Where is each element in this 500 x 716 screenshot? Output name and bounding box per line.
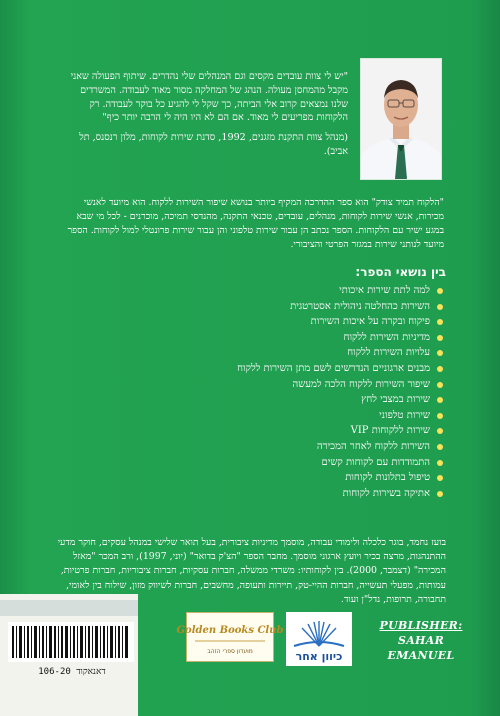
topic-item: פיקוח ובקרה על איכות השירות <box>220 314 446 330</box>
topic-item: שירות ללקוחות VIP <box>220 423 446 439</box>
publisher-label <box>366 618 476 663</box>
quote-text: "יש לי צוות עובדים מקסים וגם המנהלים שלי נהדרים. שיתוף הפעולה שאני מקבל מהמחסן מעולה. הנהג של המחלקה מסור מאוד לעבודה. המשרדים שלנו נמצאים קרוב אלי הביתה, כך שקל לי להגיע כל בוקר לעבודה. רק הלקוחות מפריעים לי מאוד. אם הם לא היו היה לי הרבה יותר כיף" <box>70 71 348 124</box>
topic-item: טיפול בתלונות לקוחות <box>220 470 446 486</box>
publisher-heading: PUBLISHER: <box>379 619 463 632</box>
author-bio: בועז נחמד, בוגר כלכלה ולימודי עבודה, מוסמך מדיניות ציבורית, בעל תואר שלישי במנהל עסקים, חוקר מדעי ההתנהגות, מרצה בכיר ויועץ ארגוני מוסמך. מחבר הספר "הצ'ק בדואר" (יוני, 1997), ורב המכר "מאזל המכירה" (דצמבר, 2000). בין לקוחותיו: משרדי ממשלה, חברות עסקיות, חברות ציבוריות, חברות פרטיות, עמותות, מפעלי תעשייה, חברות ההיי-טק, תיירות ותעופה, מחשבים, חברות לשיווק מזון, שילוח בין לאומי, תחבורה, תרופות, נדל"ן ועוד. <box>57 537 446 605</box>
topic-item: אתיקה בשירות לקוחות <box>220 486 446 502</box>
topic-item: מבנים ארגוניים הנדרשים לשם מתן השירות ללקוח <box>220 361 446 377</box>
topic-item: השירות ללקוח לאחר המכירה <box>220 439 446 455</box>
golden-books-club-mark <box>176 613 284 661</box>
golden-books-club-logo <box>176 612 284 662</box>
golden-books-club-subtext: מועדון ספרי הזהב <box>207 648 253 655</box>
barcode <box>8 622 134 662</box>
topic-item: מדיניות השירות ללקוח <box>220 330 446 346</box>
author-photo <box>360 58 442 180</box>
golden-books-club-text: Golden Books Club <box>176 625 284 636</box>
customer-quote-block <box>70 70 348 159</box>
book-description: "הלקוח תמיד צודק" הוא ספר ההדרכה המקיף ביותר בנושא שיפור השירות ללקוח. הוא מיועד לאנשי מכירות, אנשי שירות לקוחות, מנהלים, עובדים, טכנאי התקנה, מהנדסי תמיכה, מוכרנים - לכל מי שבא במגע ישיר עם הלקוחות. הספר נכתב הן עבור שירות טלפוני והן עבור שירות פרונטלי למול לקוחות. הספר מיועד לנותני שירות במגזר הפרטי והציבורי. <box>67 197 444 250</box>
author-portrait-image <box>361 59 441 179</box>
topics-heading: בין נושאי הספר: <box>355 265 446 279</box>
topic-item: שיפור השירות ללקוח הלכה למעשה <box>220 377 446 393</box>
topic-item: השירות כהחלטה ניהולית אסטרטגית <box>220 299 446 315</box>
topics-list <box>220 283 446 501</box>
library-call-number: דאנאקוד 106-20 <box>38 667 106 677</box>
topic-item: התמודדות עם לקוחות קשים <box>220 455 446 471</box>
topic-item: עלויות השירות ללקוח <box>220 345 446 361</box>
topic-item: שירות במצבי לחץ <box>220 392 446 408</box>
kivun-acher-mark <box>286 612 352 666</box>
kivun-acher-logo <box>286 612 352 666</box>
publisher-name-first: SAHAR <box>397 634 445 647</box>
topic-item: למה לתת שירות איכותי <box>220 283 446 299</box>
topic-item: שירות טלפוני <box>220 408 446 424</box>
quote-attribution: (מנהל צוות התקנת מזגנים, 1992, סדנת שירות לקוחות, מלון רנסנס, תל אביב). <box>79 132 348 157</box>
barcode-bars <box>8 622 134 662</box>
publisher-name-last: EMANUEL <box>387 649 455 662</box>
sticker-tape <box>0 600 138 616</box>
kivun-acher-text: כיוון אחר <box>295 650 343 663</box>
